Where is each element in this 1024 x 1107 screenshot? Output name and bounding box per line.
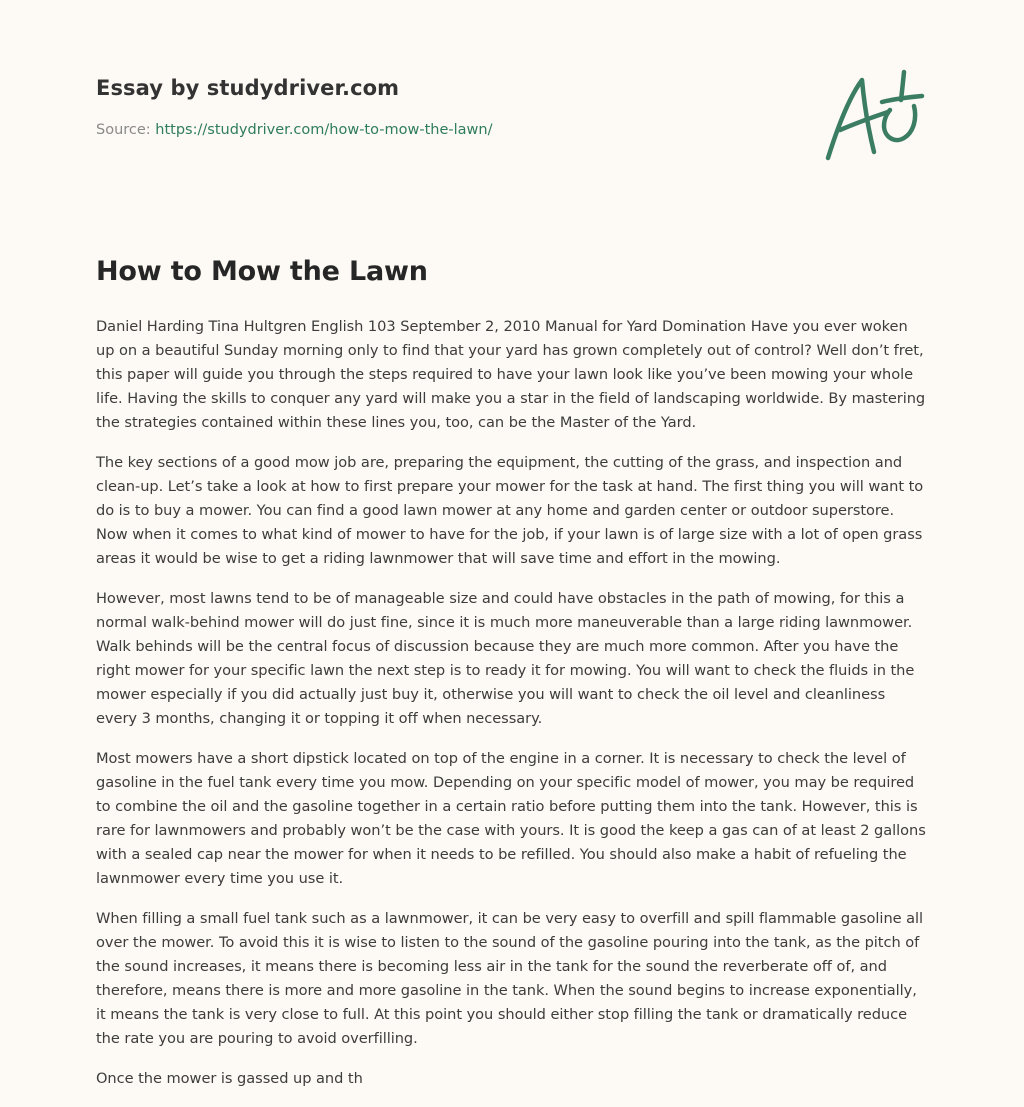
article [96, 256, 930, 1107]
essay-by-heading: Essay by studydriver.com [96, 76, 400, 100]
source-link[interactable]: https://studydriver.com/how-to-mow-the-lawn/ [155, 122, 493, 138]
article-paragraph: The key sections of a good mow job are, preparing the equipment, the cutting of the grass, and inspection and clean-up. Let’s take a look at how to first prepare your mower for the task at hand. The first thing you will want to do is to buy a mower. You can find a good lawn mower at any home and garden center or outdoor superstore. Now when it comes to what kind of mower to have for the job, if your lawn is of large size with a lot of open grass areas it would be wise to get a riding lawnmower that will save time and effort in the mowing. [96, 454, 924, 567]
source-line [96, 122, 716, 138]
article-paragraph: Most mowers have a short dipstick located on top of the engine in a corner. It is necessary to check the level of gasoline in the fuel tank every time you mow. Depending on your specific model of mower, you may be required to combine the oil and the gasoline together in a certain ratio before putting them into the tank. However, this is rare for lawnmowers and probably won’t be the case with yours. It is good the keep a gas can of at least 2 gallons with a sealed cap near the mower for when it needs to be refilled. You should also make a habit of refueling the lawnmower every time you use it. [96, 750, 926, 887]
essay-header [96, 76, 716, 138]
article-paragraph: Once the mower is gassed up and th [96, 1070, 363, 1087]
article-title: How to Mow the Lawn [96, 256, 428, 287]
a-plus-logo-icon [818, 66, 930, 166]
article-paragraph: Daniel Harding Tina Hultgren English 103 September 2, 2010 Manual for Yard Domination Have you ever woken up on a beautiful Sunday morning only to find that your yard has grown completely out of control? Well don’t fret, this paper will guide you through the steps required to have your lawn look like you’ve been mowing your whole life. Having the skills to conquer any yard will make you a star in the field of landscaping worldwide. By mastering the strategies contained within these lines you, too, can be the Master of the Yard. [96, 318, 926, 431]
article-paragraph: When filling a small fuel tank such as a lawnmower, it can be very easy to overfill and spill flammable gasoline all over the mower. To avoid this it is wise to listen to the sound of the gasoline pouring into the tank, as the pitch of the sound increases, it means there is becoming less air in the tank for the sound the reverberate off of, and therefore, means there is more and more gasoline in the tank. When the sound begins to increase exponentially, it means the tank is very close to full. At this point you should either stop filling the tank or dramatically reduce the rate you are pouring to avoid overfilling. [96, 910, 924, 1047]
source-label: Source: [96, 122, 151, 138]
article-paragraph: However, most lawns tend to be of manageable size and could have obstacles in the path of mowing, for this a normal walk-behind mower will do just fine, since it is much more maneuverable than a large riding lawnmower. Walk behinds will be the central focus of discussion because they are much more common. After you have the right mower for your specific lawn the next step is to ready it for mowing. You will want to check the fluids in the mower especially if you did actually just buy it, otherwise you will want to check the oil level and cleanliness every 3 months, changing it or topping it off when necessary. [96, 590, 915, 727]
